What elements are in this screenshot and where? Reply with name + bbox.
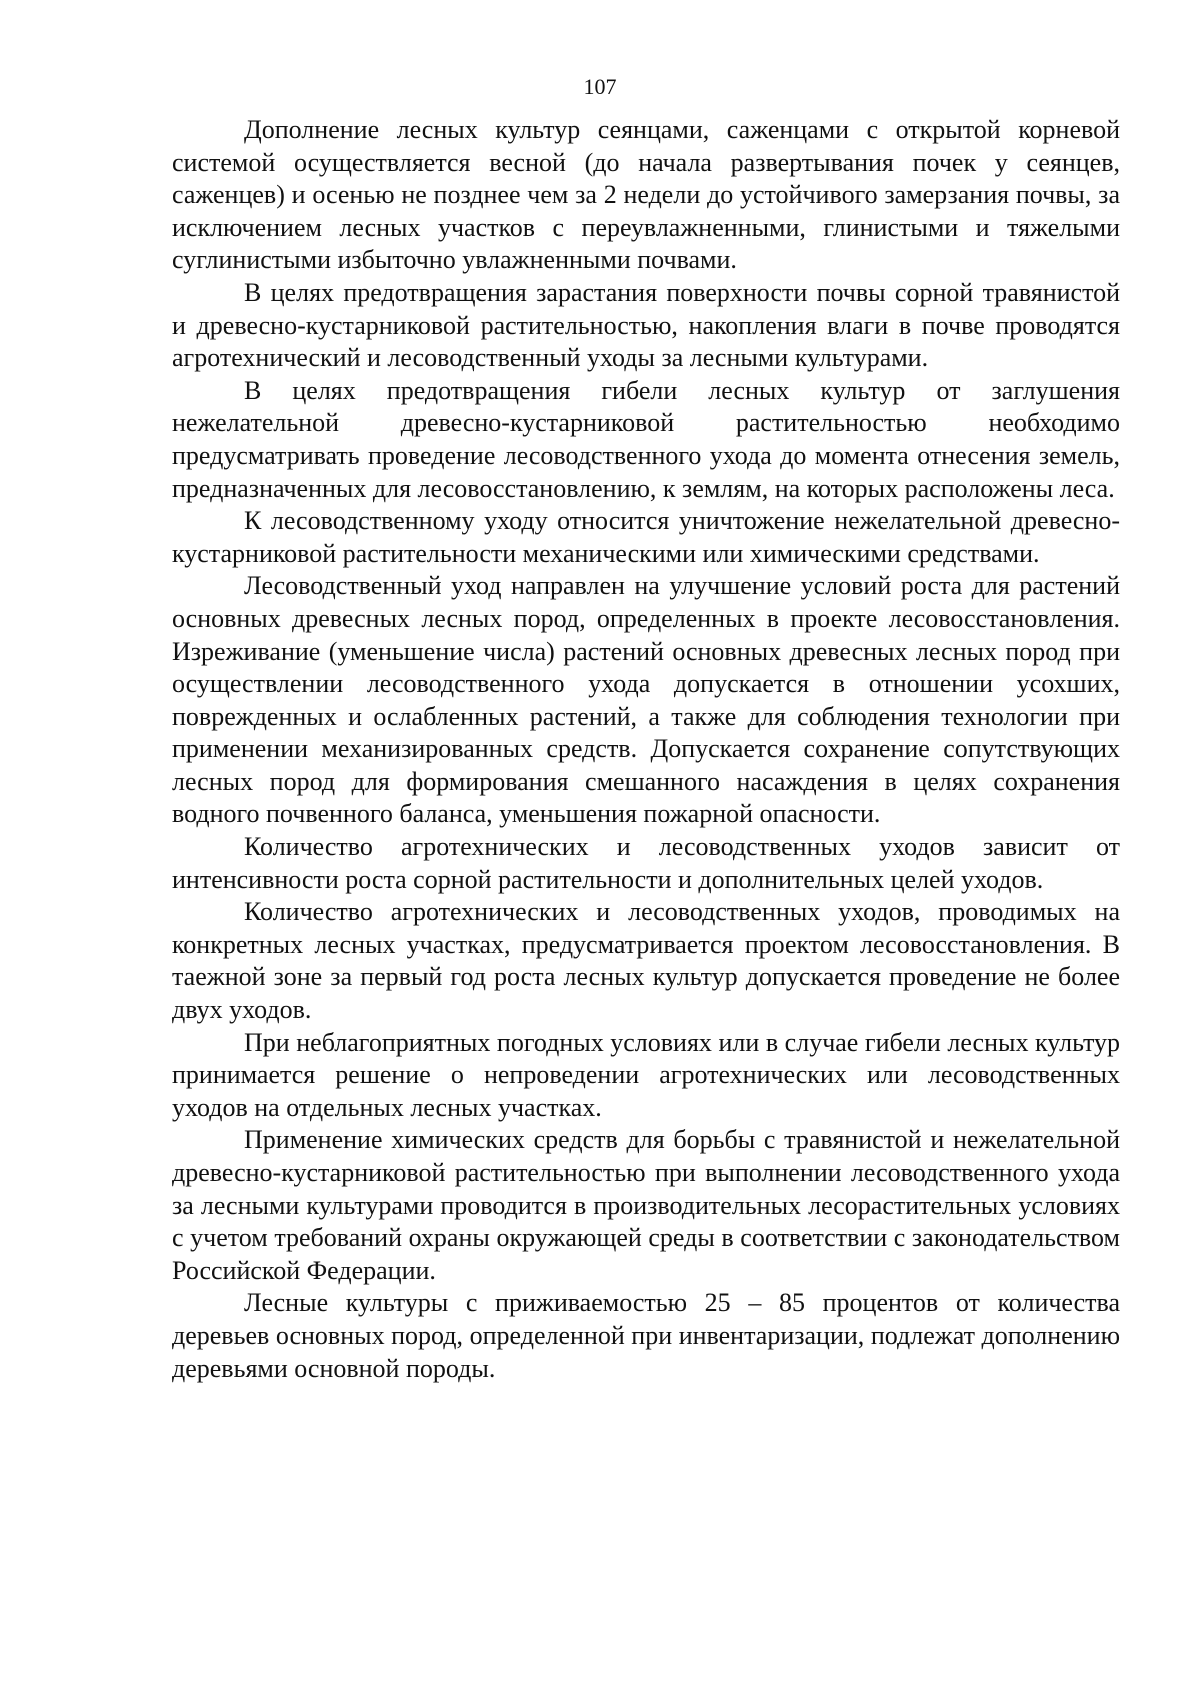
paragraph-7: Количество агротехнических и лесоводственных уходов, проводимых на конкретных лесных участках, предусматривается проектом лесовосстановления. В таежной зоне за первый год роста лесных культур допускается проведение не более двух уходов. [172,897,1120,1025]
paragraph-4: К лесоводственному уходу относится уничтожение нежелательной древесно-кустарниковой растительности механическими или химическими средствами. [172,506,1120,568]
paragraph-8: При неблагоприятных погодных условиях или в случае гибели лесных культур принимается решение о непроведении агротехнических или лесоводственных уходов на отдельных лесных участках. [172,1027,1120,1122]
paragraph-2: В целях предотвращения зарастания поверхности почвы сорной травянистой и древесно-кустарниковой растительностью, накопления влаги в почве проводятся агротехнический и лесоводственный уходы за лесными культурами. [172,277,1120,373]
paragraph-1: Дополнение лесных культур сеянцами, саженцами с открытой корневой системой осуществляется весной (до начала развертывания почек у сеянцев, саженцев) и осенью не позднее чем за 2 недели до устойчивого замерзания почвы, за исключением лесных участков с переувлажненными, глинистыми и тяжелыми суглинистыми избыточно увлажненными почвами. [172,115,1120,275]
paragraph-9: Применение химических средств для борьбы с травянистой и нежелательной древесно-кустарниковой растительностью при выполнении лесоводственного ухода за лесными культурами проводится в производительных лесорастительных условиях с учетом требований охраны окружающей среды в соответствии с законодательством Российской Федерации. [172,1125,1120,1285]
paragraph-6: Количество агротехнических и лесоводственных уходов зависит от интенсивности роста сорной растительности и дополнительных целей уходов. [172,832,1120,894]
page-number: 107 [583,74,617,99]
paragraph-3: В целях предотвращения гибели лесных культур от заглушения нежелательной древесно-кустарниковой растительностью необходимо предусматривать проведение лесоводственного ухода до момента отнесения земель, предназначенных для лесовосстановлению, к землям, на которых расположены леса. [172,375,1120,503]
document-body [172,114,1120,1385]
paragraph-5: Лесоводственный уход направлен на улучшение условий роста для растений основных древесных лесных пород, определенных в проекте лесовосстановления. Изреживание (уменьшение числа) растений основных древесных лесных пород при осуществлении лесоводственного ухода допускается в отношении усохших, поврежденных и ослабленных растений, а также для соблюдения технологии при применении механизированных средств. Допускается сохранение сопутствующих лесных пород для формирования смешанного насаждения в целях сохранения водного почвенного баланса, уменьшения пожарной опасности. [172,571,1120,829]
paragraph-10: Лесные культуры с приживаемостью 25 – 85 процентов от количества деревьев основных пород, определенной при инвентаризации, подлежат дополнению деревьями основной породы. [172,1288,1120,1383]
